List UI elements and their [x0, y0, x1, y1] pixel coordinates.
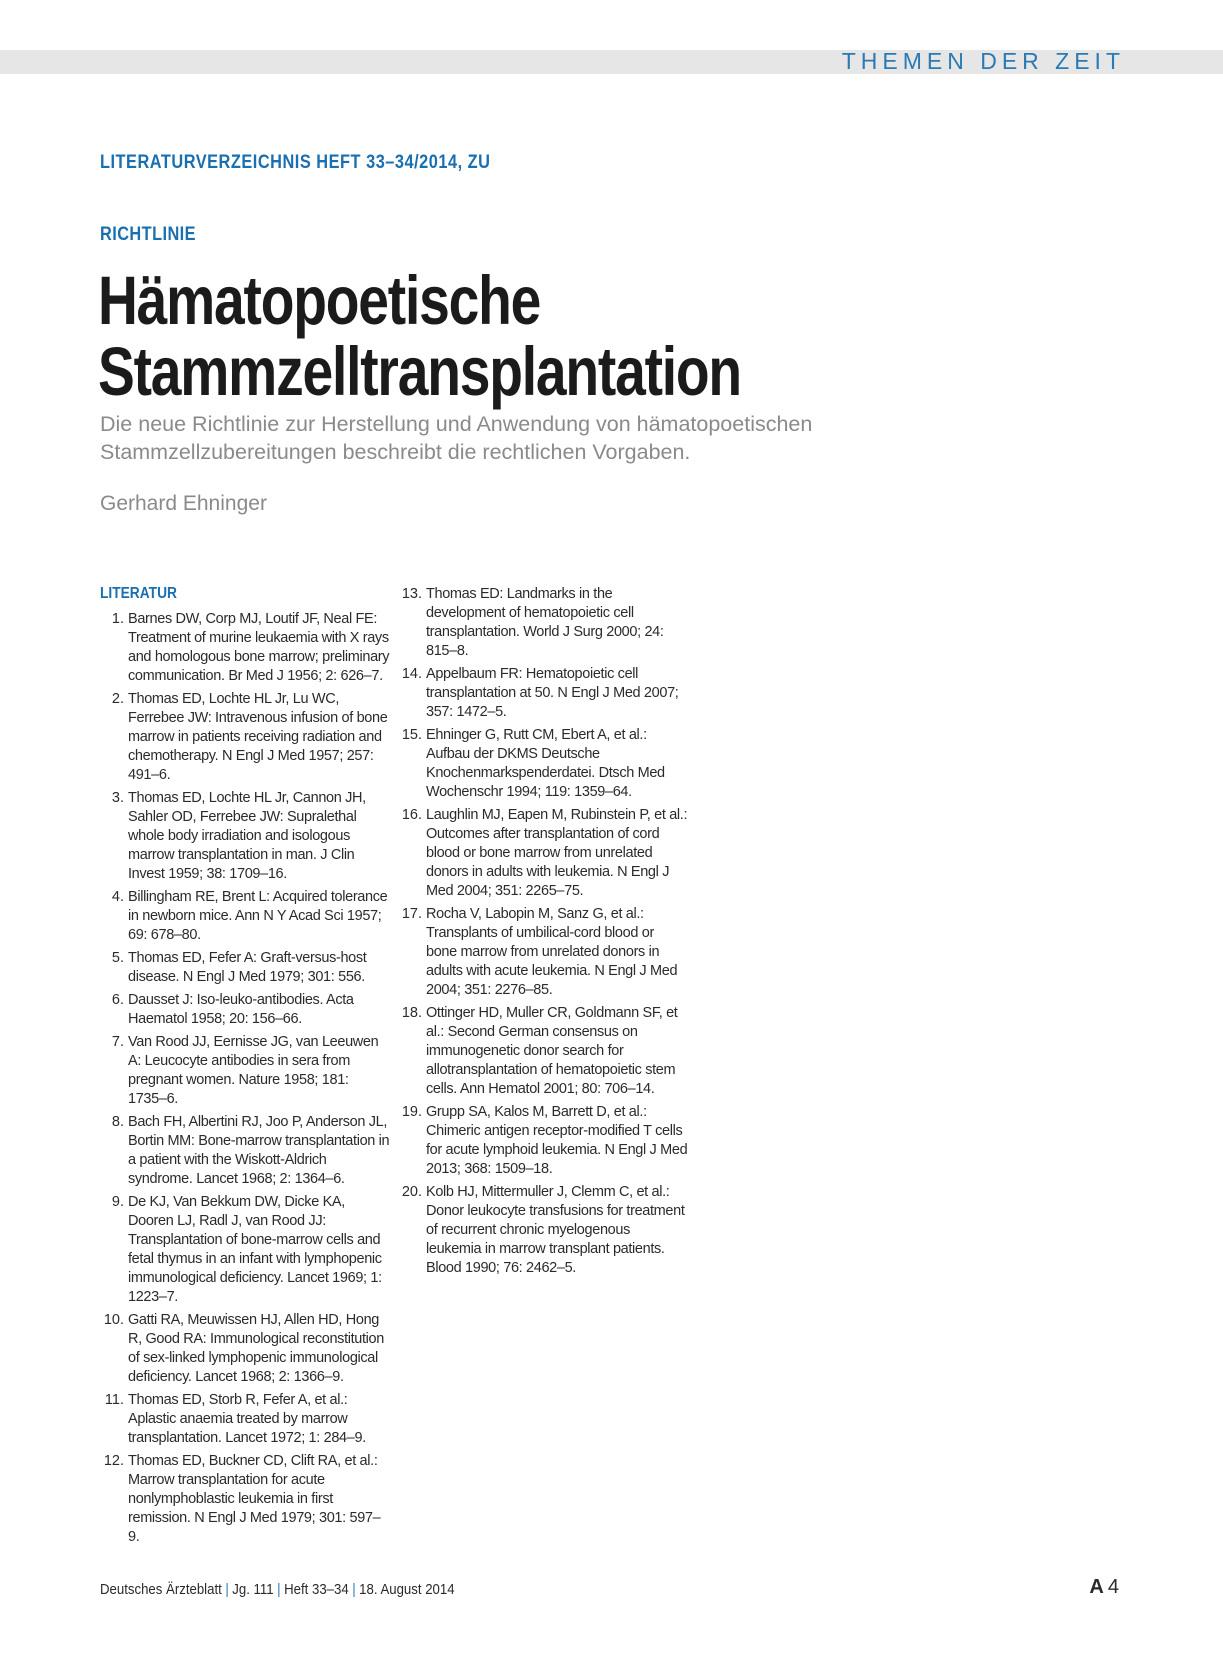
reference-number: 12.: [103, 1453, 124, 1469]
reference-number: 14.: [401, 666, 422, 682]
reference-number: 7.: [111, 1034, 124, 1050]
reference-number: 5.: [111, 950, 124, 966]
subtitle-line-1: Die neue Richtlinie zur Herstellung und Anwendung von hämatopoetischen: [100, 412, 813, 436]
reference-text: Van Rood JJ, Eernisse JG, van Leeuwen A: Leucocyte antibodies in sera from pregnant women. Nature 1958; 181: 1735–6.: [128, 1034, 379, 1107]
reference-text: Thomas ED, Lochte HL Jr, Cannon JH, Sahler OD, Ferrebee JW: Supralethal whole body irradiation and isologous marrow transplantation in man. J Clin Invest 1959; 38: 1709–16.: [128, 790, 366, 882]
reference-item: [398, 665, 688, 722]
kicker: LITERATURVERZEICHNIS HEFT 33–34/2014, ZU: [100, 152, 491, 173]
reference-number: 8.: [111, 1114, 124, 1130]
reference-number: 13.: [401, 586, 422, 602]
reference-text: Billingham RE, Brent L: Acquired tolerance in newborn mice. Ann N Y Acad Sci 1957; 69: 678–80.: [128, 889, 388, 943]
reference-item: [100, 949, 390, 987]
section-label: THEMEN DER ZEIT: [841, 48, 1125, 74]
reference-text: Thomas ED, Buckner CD, Clift RA, et al.: Marrow transplantation for acute nonlymphoblastic leukemia in first remission. N Engl J Med 1979; 301: 597–9.: [128, 1453, 381, 1545]
reference-text: De KJ, Van Bekkum DW, Dicke KA, Dooren LJ, Radl J, van Rood JJ: Transplantation of bone-marrow cells and fetal thymus in an infant with lymphopenic immunological deficiency. Lancet 1969; 1: 1223–7.: [128, 1194, 382, 1305]
reference-number: 3.: [111, 790, 124, 806]
footer-separator: |: [352, 1581, 356, 1598]
reference-item: [100, 690, 390, 785]
reference-text: Thomas ED: Landmarks in the development of hematopoietic cell transplantation. World J Surg 2000; 24: 815–8.: [426, 586, 664, 659]
journal-name: Deutsches Ärzteblatt: [100, 1581, 222, 1598]
reference-item: [398, 806, 688, 901]
reference-item: [398, 1004, 688, 1099]
reference-number: 4.: [111, 889, 124, 905]
reference-item: [100, 888, 390, 945]
reference-number: 6.: [111, 992, 124, 1008]
article-title: [98, 262, 741, 410]
reference-number: 17.: [401, 906, 422, 922]
footer-separator: |: [225, 1581, 229, 1598]
reference-item: [398, 905, 688, 1000]
reference-item: [100, 789, 390, 884]
reference-number: 15.: [401, 727, 422, 743]
reference-number: 20.: [401, 1184, 422, 1200]
reference-text: Ehninger G, Rutt CM, Ebert A, et al.: Aufbau der DKMS Deutsche Knochenmarkspenderdatei. Dtsch Med Wochenschr 1994; 119: 1359–64.: [426, 727, 665, 800]
journal-volume: Jg. 111: [232, 1581, 274, 1598]
footer-citation: [100, 1581, 455, 1598]
reference-text: Thomas ED, Storb R, Fefer A, et al.: Aplastic anaemia treated by marrow transplantation. Lancet 1972; 1: 284–9.: [128, 1392, 366, 1446]
reference-item: [100, 1452, 390, 1547]
reference-item: [100, 1193, 390, 1307]
article-subtitle: [100, 410, 900, 466]
reference-item: [398, 1183, 688, 1278]
reference-text: Kolb HJ, Mittermuller J, Clemm C, et al.: Donor leukocyte transfusions for treatment of recurrent chronic myelogenous leukemia in marrow transplant patients. Blood 1990; 76: 2462–5.: [426, 1184, 685, 1276]
reference-text: Thomas ED, Fefer A: Graft-versus-host disease. N Engl J Med 1979; 301: 556.: [128, 950, 367, 985]
reference-number: 10.: [103, 1312, 124, 1328]
reference-number: 11.: [104, 1392, 124, 1408]
footer-separator: |: [277, 1581, 281, 1598]
reference-item: [100, 1311, 390, 1387]
reference-text: Grupp SA, Kalos M, Barrett D, et al.: Chimeric antigen receptor-modified T cells for acute lymphoid leukemia. N Engl J Med 2013; 368: 1509–18.: [426, 1104, 688, 1177]
reference-text: Thomas ED, Lochte HL Jr, Lu WC, Ferrebee JW: Intravenous infusion of bone marrow in patients receiving radiation and chemotherapy. N Engl J Med 1957; 257: 491–6.: [128, 691, 388, 783]
literature-heading: LITERATUR: [100, 585, 177, 602]
reference-text: Laughlin MJ, Eapen M, Rubinstein P, et al.: Outcomes after transplantation of cord blood or bone marrow from unrelated donors in adults with leukemia. N Engl J Med 2004; 351: 2265–75.: [426, 807, 688, 899]
subtitle-line-2: Stammzellzubereitungen beschreibt die rechtlichen Vorgaben.: [100, 440, 691, 464]
references-column-2: [398, 585, 688, 1282]
reference-text: Dausset J: Iso-leuko-antibodies. Acta Haematol 1958; 20: 156–66.: [128, 992, 354, 1027]
reference-number: 9.: [111, 1194, 124, 1210]
reference-item: [398, 1103, 688, 1179]
reference-number: 2.: [111, 691, 124, 707]
reference-text: Rocha V, Labopin M, Sanz G, et al.: Transplants of umbilical-cord blood or bone marrow from unrelated donors in adults with acute leukemia. N Engl J Med 2004; 351: 2276–85.: [426, 906, 678, 998]
reference-item: [398, 726, 688, 802]
reference-number: 16.: [401, 807, 422, 823]
reference-item: [100, 1113, 390, 1189]
reference-item: [100, 610, 390, 686]
reference-text: Bach FH, Albertini RJ, Joo P, Anderson JL, Bortin MM: Bone-marrow transplantation in a patient with the Wiskott-Aldrich syndrome. Lancet 1968; 2: 1364–6.: [128, 1114, 390, 1187]
journal-issue: Heft 33–34: [284, 1581, 349, 1598]
title-line-2: Stammzelltransplantation: [98, 333, 741, 410]
page-number-value: 4: [1107, 1576, 1119, 1598]
journal-date: 18. August 2014: [359, 1581, 455, 1598]
reference-item: [100, 1033, 390, 1109]
page-number: [1089, 1576, 1119, 1599]
reference-number: 19.: [401, 1104, 422, 1120]
category-label: RICHTLINIE: [100, 224, 196, 245]
reference-text: Appelbaum FR: Hematopoietic cell transplantation at 50. N Engl J Med 2007; 357: 1472–5.: [426, 666, 679, 720]
reference-text: Barnes DW, Corp MJ, Loutif JF, Neal FE: Treatment of murine leukaemia with X rays and homologous bone marrow; preliminary communication. Br Med J 1956; 2: 626–7.: [128, 611, 390, 684]
references-column-1: [100, 610, 390, 1551]
reference-number: 18.: [401, 1005, 422, 1021]
page-prefix: A: [1089, 1576, 1104, 1598]
reference-text: Gatti RA, Meuwissen HJ, Allen HD, Hong R, Good RA: Immunological reconstitution of sex-linked lymphopenic immunological deficiency. Lancet 1968; 2: 1366–9.: [128, 1312, 384, 1385]
reference-item: [100, 991, 390, 1029]
reference-item: [100, 1391, 390, 1448]
reference-number: 1.: [111, 611, 124, 627]
reference-text: Ottinger HD, Muller CR, Goldmann SF, et al.: Second German consensus on immunogenetic donor search for allotransplantation of hematopoietic stem cells. Ann Hematol 2001; 80: 706–14.: [426, 1005, 678, 1097]
author: Gerhard Ehninger: [100, 492, 267, 515]
reference-item: [398, 585, 688, 661]
title-line-1: Hämatopoetische: [98, 262, 541, 339]
